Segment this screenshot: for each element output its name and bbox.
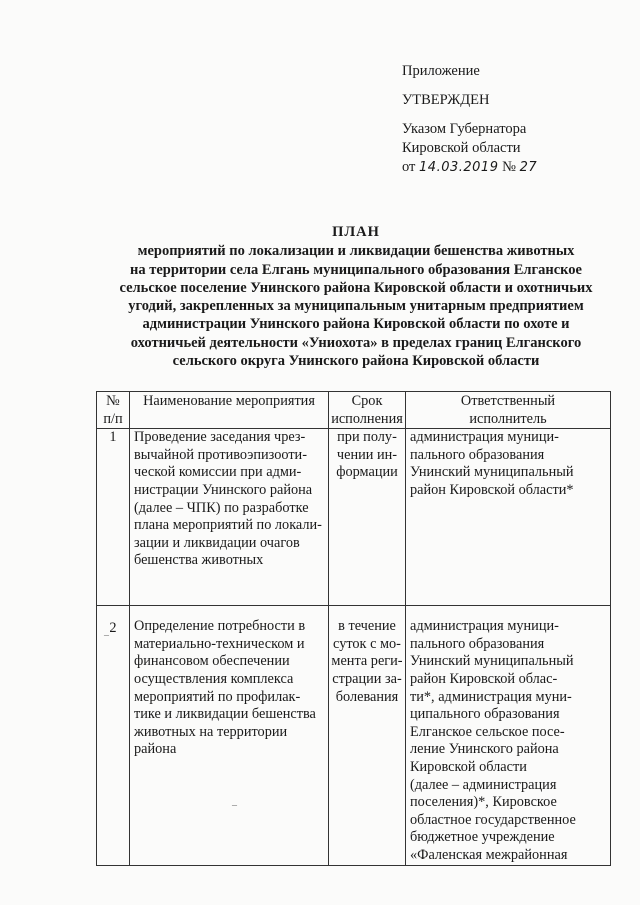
row-name-line: материально-техническом и bbox=[134, 635, 305, 652]
header-number bbox=[97, 392, 130, 429]
title-line: сельское поселение Унинского района Кировской области и охотничьих bbox=[119, 279, 593, 296]
row-resp-line: поселения)*, Кировское bbox=[410, 794, 557, 811]
row-name-cell bbox=[130, 429, 329, 606]
row-resp-line: (далее – администрация bbox=[410, 776, 557, 793]
plan-heading: ПЛАН bbox=[332, 224, 380, 240]
row-term-line: мента реги- bbox=[331, 653, 403, 670]
row-term-line: болевания bbox=[335, 688, 399, 705]
row-number: 2 bbox=[97, 606, 130, 865]
row-resp-line: областное государственное bbox=[410, 811, 576, 828]
approval-block bbox=[402, 62, 537, 177]
title-line: сельского округа Унинского района Кировской области bbox=[172, 353, 540, 370]
decree-label: Указом Губернатора bbox=[402, 121, 527, 137]
region-label: Кировской области bbox=[402, 140, 521, 156]
header-term-l2: исполнения bbox=[331, 410, 403, 427]
row-term-line: в течение bbox=[338, 618, 396, 635]
row-name-line: животных на территории bbox=[134, 723, 288, 740]
row-resp-line: администрация муници- bbox=[410, 618, 559, 635]
row-resp-line: ление Унинского района bbox=[410, 741, 559, 758]
row-name-line: района bbox=[134, 741, 177, 758]
header-resp-l1: Ответственный bbox=[460, 393, 556, 409]
title-line: мероприятий по локализации и ликвидации бешенства животных bbox=[137, 243, 575, 260]
row-name-line: нистрации Унинского района bbox=[134, 481, 313, 498]
row-name-line: мероприятий по профилак- bbox=[134, 688, 301, 705]
header-responsible bbox=[406, 392, 611, 429]
row-resp-line: пального образования bbox=[410, 635, 545, 652]
row-term-line: суток с мо- bbox=[333, 635, 401, 652]
header-number-l1: № bbox=[106, 393, 120, 409]
row-term-line: чении ин- bbox=[336, 446, 398, 463]
row-term-line: страции за- bbox=[332, 670, 402, 687]
row-resp-line: ти*, администрация муни- bbox=[410, 688, 572, 705]
row-name-line: финансовом обеспечении bbox=[134, 653, 290, 670]
row-name-line: (далее – ЧПК) по разработке bbox=[134, 499, 309, 516]
row-resp-cell bbox=[406, 429, 611, 606]
table-row bbox=[97, 429, 611, 606]
row-name-line: ческой комиссии при адми- bbox=[134, 464, 302, 481]
row-resp-line: Унинский муниципальный bbox=[410, 653, 574, 670]
handwritten-date: 14.03.2019 bbox=[419, 160, 499, 175]
row-resp-line: район Кировской облас- bbox=[410, 670, 558, 687]
row-resp-cell bbox=[406, 606, 611, 865]
title-line: администрации Унинского района Кировской области по охоте и bbox=[142, 316, 570, 333]
row-term-line: формации bbox=[336, 464, 398, 481]
header-number-l2: п/п bbox=[103, 410, 123, 427]
row-resp-line: ципального образования bbox=[410, 706, 560, 723]
scan-artifact: – bbox=[232, 800, 237, 811]
row-name-line: осуществления комплекса bbox=[134, 670, 294, 687]
approved-label: УТВЕРЖДЕН bbox=[402, 92, 490, 108]
table-row bbox=[97, 606, 611, 865]
row-name-line: зации и ликвидации очагов bbox=[134, 534, 300, 551]
title-line: на территории села Елгань муниципального образования Елганское bbox=[130, 261, 582, 278]
number-prefix: № bbox=[502, 159, 516, 175]
row-term-line: при полу- bbox=[337, 429, 397, 446]
title-line: охотничьей деятельности «Униохота» в пределах границ Елганского bbox=[130, 334, 582, 351]
row-term-cell bbox=[329, 606, 406, 865]
row-name-line: тике и ликвидации бешенства bbox=[134, 706, 316, 723]
row-resp-line: Унинский муниципальный bbox=[410, 464, 574, 481]
document-title bbox=[92, 223, 620, 370]
handwritten-number: 27 bbox=[519, 160, 538, 175]
row-resp-line: пального образования bbox=[410, 446, 545, 463]
row-term-cell bbox=[329, 429, 406, 606]
row-name-line: бешенства животных bbox=[134, 552, 264, 569]
row-resp-line: район Кировской области* bbox=[410, 481, 574, 498]
row-name-line: вычайной противоэпизооти- bbox=[134, 446, 307, 463]
row-name-line: Проведение заседания чрез- bbox=[134, 429, 306, 446]
row-resp-line: администрация муници- bbox=[410, 429, 559, 446]
row-resp-line: Елганское сельское посе- bbox=[410, 723, 565, 740]
row-number: 1 bbox=[97, 429, 130, 606]
table-header-row bbox=[97, 392, 611, 429]
header-name bbox=[130, 392, 329, 429]
title-line: угодий, закрепленных за муниципальным унитарным предприятием bbox=[128, 298, 584, 315]
header-name-text: Наименование мероприятия bbox=[143, 393, 315, 409]
row-resp-line: бюджетное учреждение bbox=[410, 829, 555, 846]
header-term bbox=[329, 392, 406, 429]
row-resp-line: «Фаленская межрайонная bbox=[410, 846, 568, 863]
row-name-line: плана мероприятий по локали- bbox=[134, 517, 322, 534]
row-name-cell bbox=[130, 606, 329, 865]
header-term-l1: Срок bbox=[351, 393, 383, 409]
scan-artifact: – bbox=[104, 630, 109, 641]
header-resp-l2: исполнитель bbox=[469, 410, 547, 427]
row-name-line: Определение потребности в bbox=[134, 618, 306, 635]
row-resp-line: Кировской области bbox=[410, 758, 527, 775]
plan-table bbox=[96, 391, 611, 866]
date-line bbox=[402, 158, 537, 177]
date-prefix: от bbox=[402, 159, 416, 175]
appendix-label: Приложение bbox=[402, 63, 480, 79]
